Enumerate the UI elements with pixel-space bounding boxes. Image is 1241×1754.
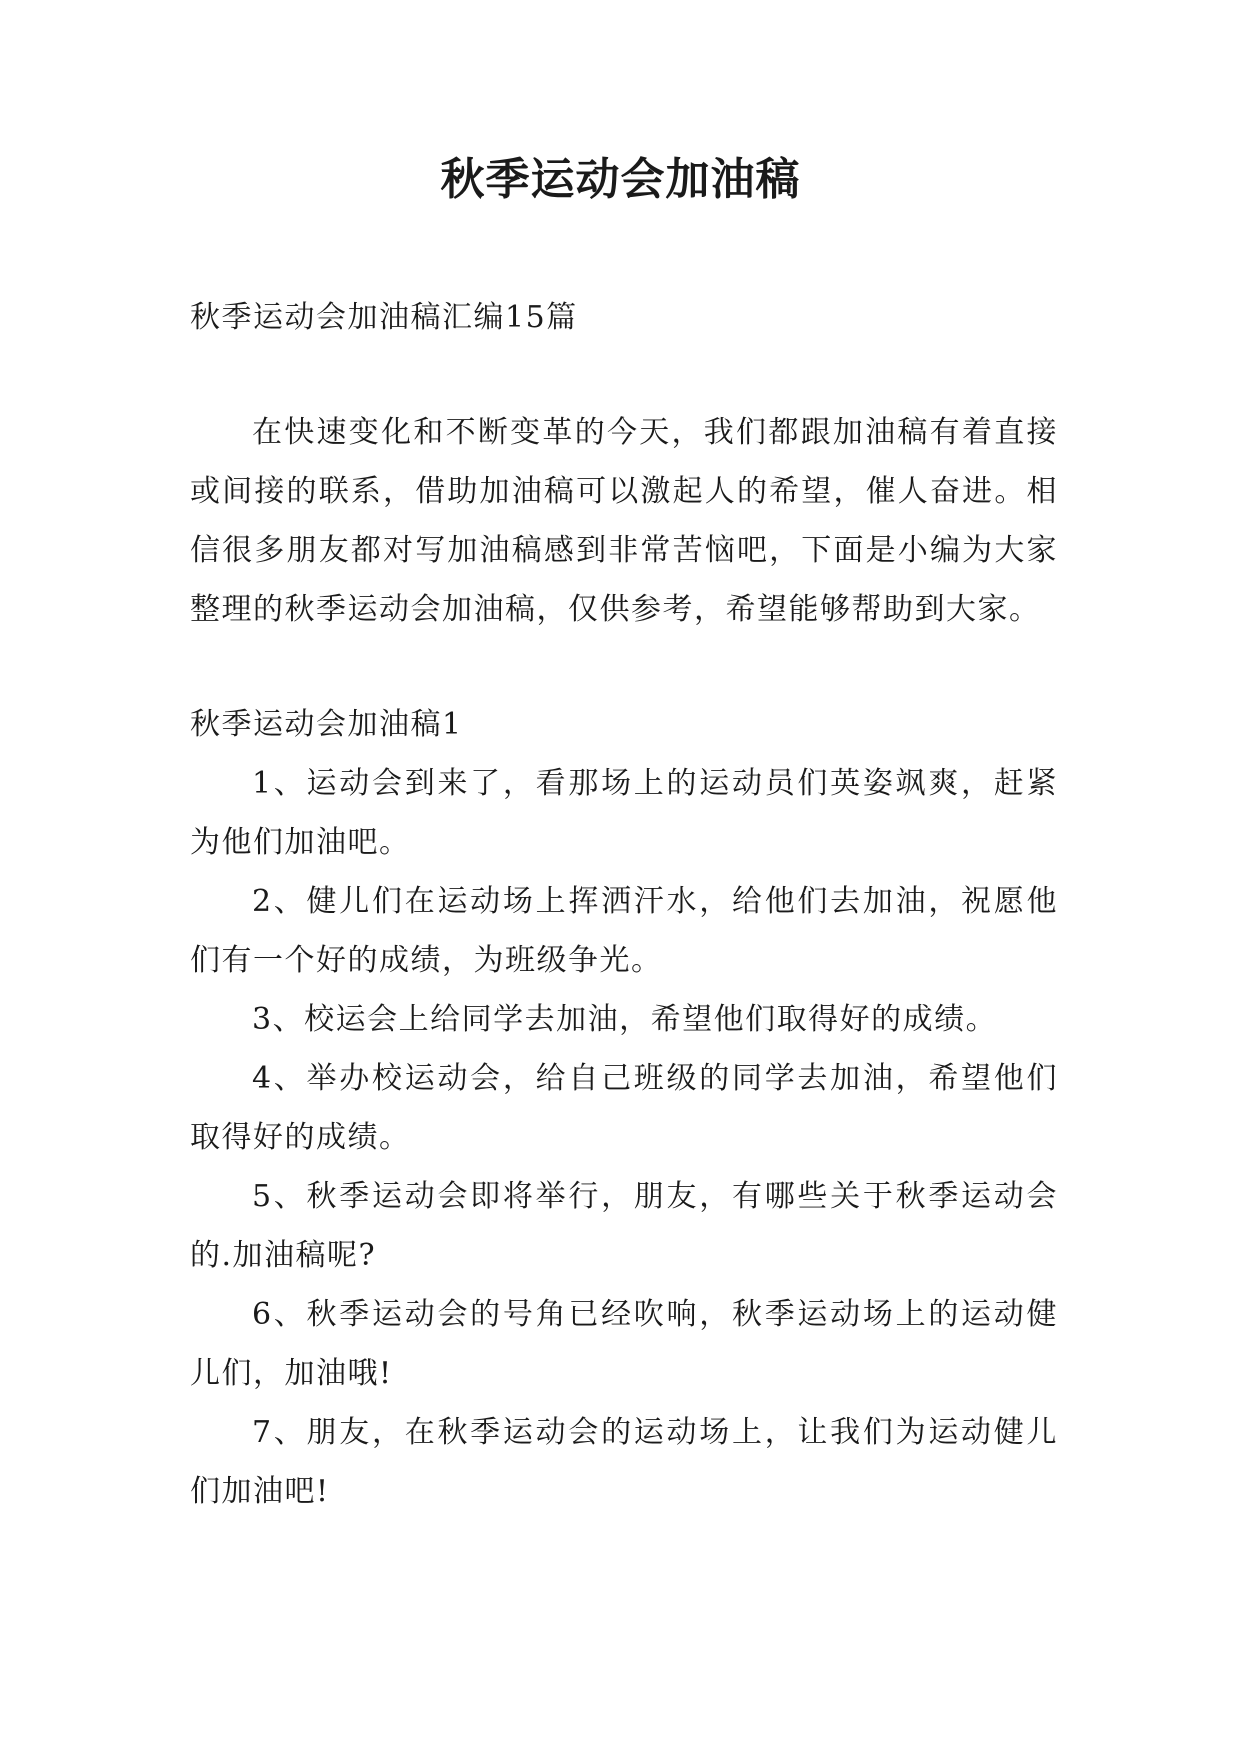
list-item: 6、秋季运动会的号角已经吹响，秋季运动场上的运动健儿们，加油哦! (190, 1297, 1058, 1391)
intro-paragraph: 在快速变化和不断变革的今天，我们都跟加油稿有着直接或间接的联系，借助加油稿可以激起人的希望，催人奋进。相信很多朋友都对写加油稿感到非常苦恼吧，下面是小编为大家整理的秋季运动会加油稿，仅供参考，希望能够帮助到大家。 (190, 415, 1058, 627)
page-title: 秋季运动会加油稿 (440, 154, 801, 205)
list-item: 4、举办校运动会，给自己班级的同学去加油，希望他们取得好的成绩。 (190, 1061, 1058, 1155)
list-item: 2、健儿们在运动场上挥洒汗水，给他们去加油，祝愿他们有一个好的成绩，为班级争光。 (190, 884, 1058, 978)
list-item: 1、运动会到来了，看那场上的运动员们英姿飒爽，赶紧为他们加油吧。 (190, 766, 1058, 860)
document-body (190, 288, 1058, 1521)
list-item: 5、秋季运动会即将举行，朋友，有哪些关于秋季运动会的.加油稿呢? (190, 1179, 1058, 1273)
document-subtitle: 秋季运动会加油稿汇编15篇 (190, 300, 578, 335)
list-item: 3、校运会上给同学去加油，希望他们取得好的成绩。 (252, 1002, 998, 1037)
list-item: 7、朋友，在秋季运动会的运动场上，让我们为运动健儿们加油吧! (190, 1415, 1058, 1509)
section-heading: 秋季运动会加油稿1 (190, 707, 463, 742)
